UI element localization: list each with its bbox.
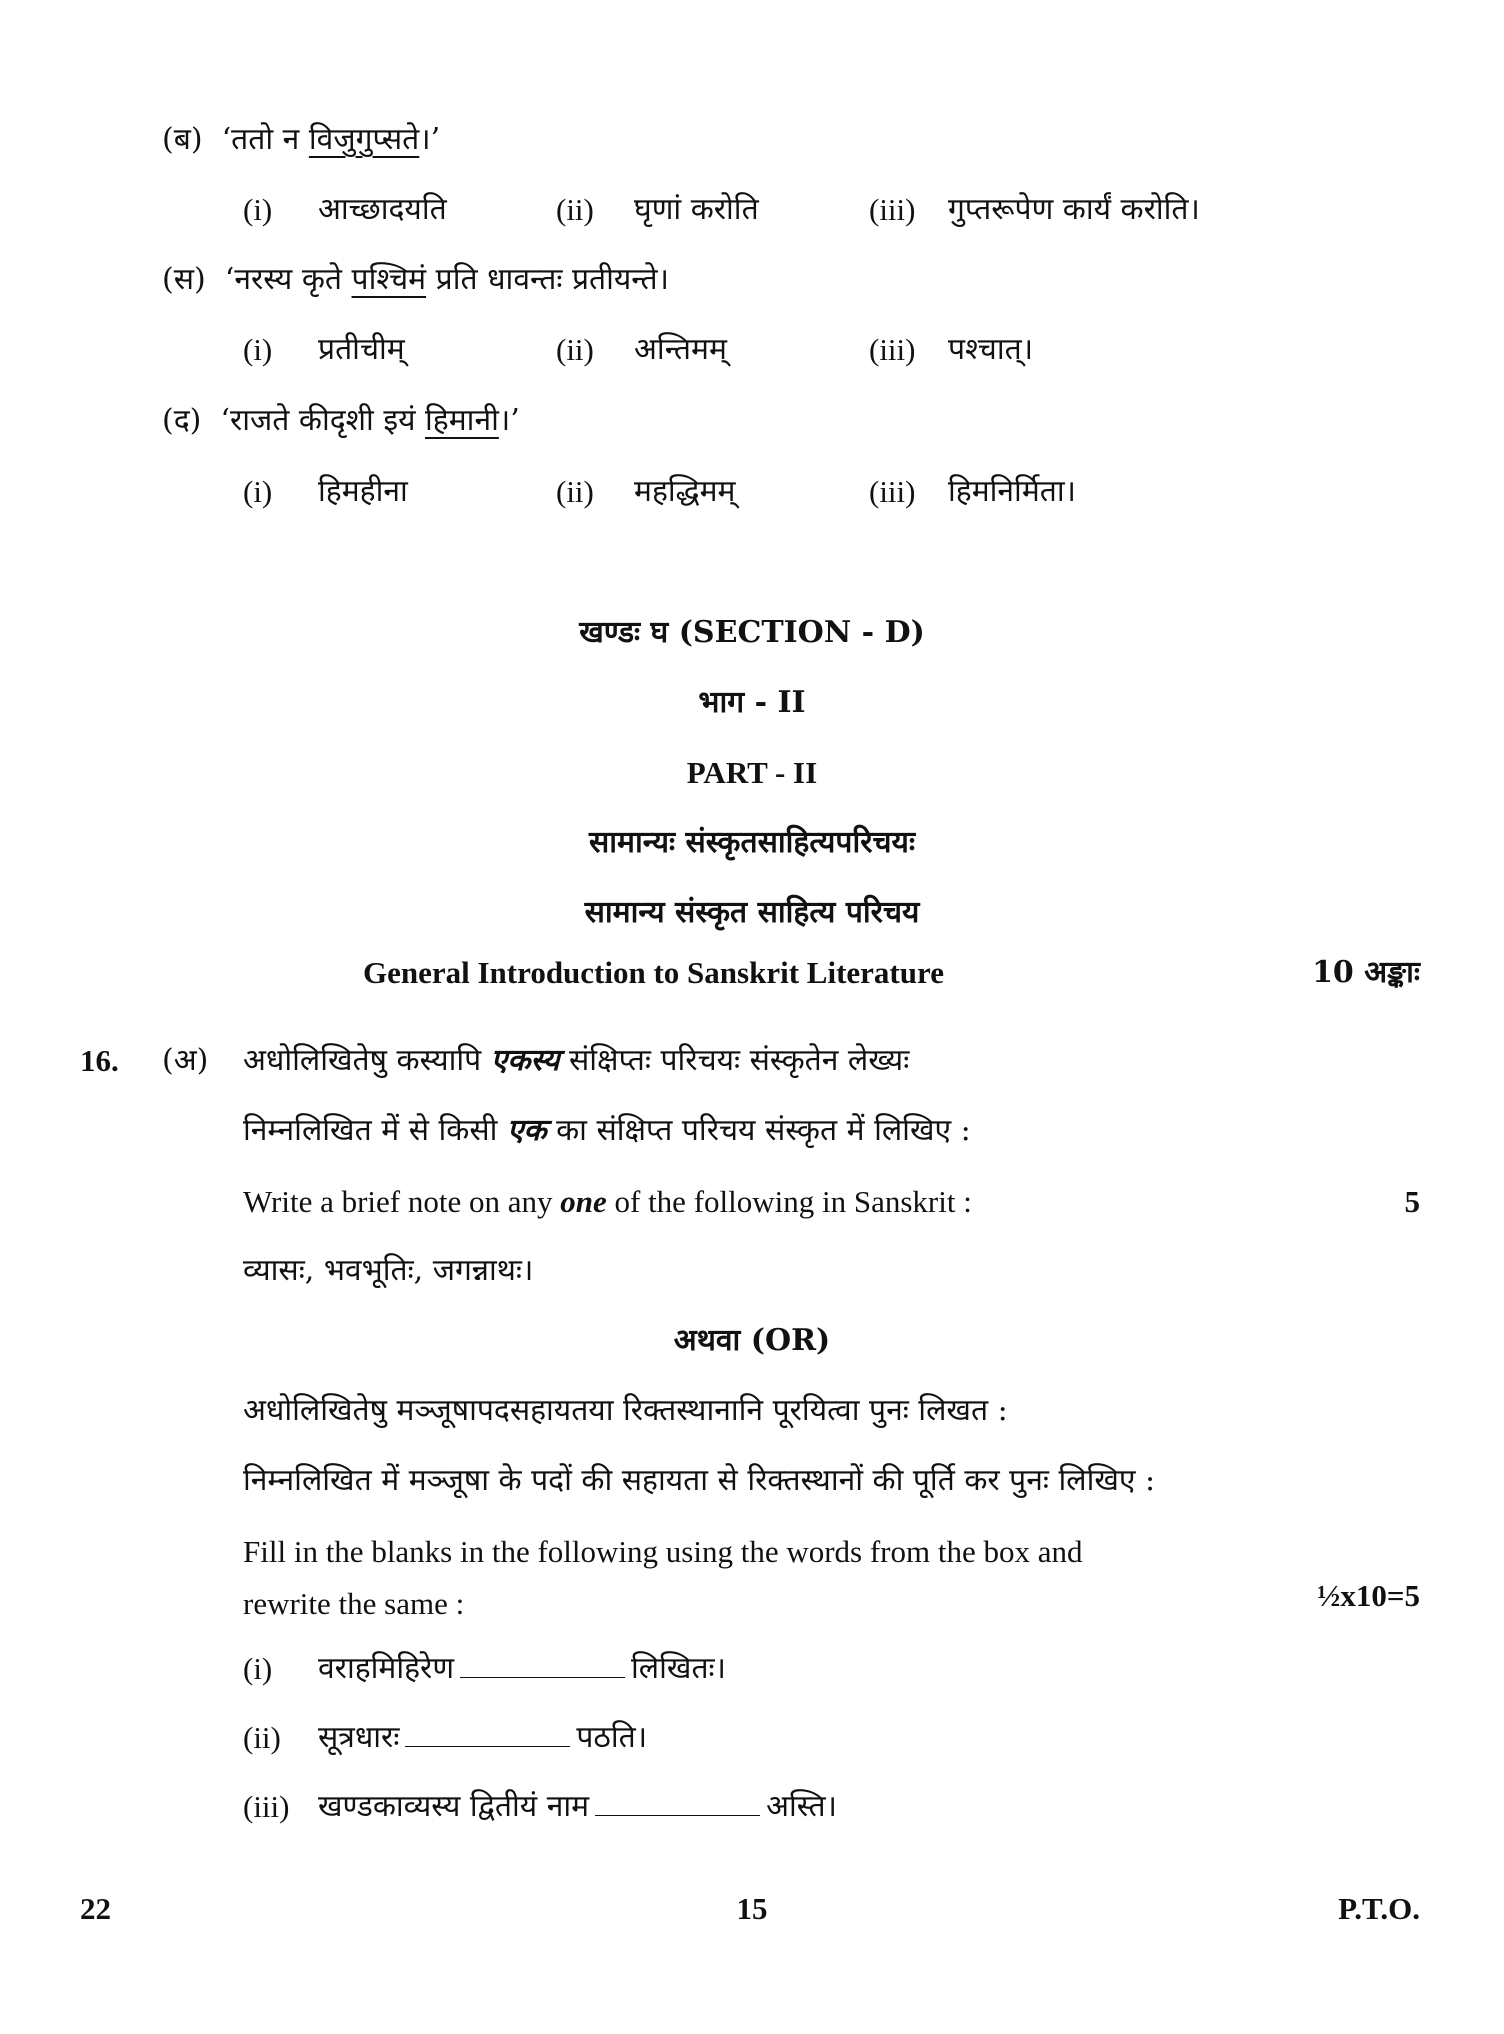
q16b-instruction-sanskrit: अधोलिखितेषु मञ्जूषापदसहायतया रिक्तस्थानानि पूरयित्वा पुनः लिखत :	[243, 1393, 1008, 1428]
instruction-text: अधोलिखितेषु कस्यापि	[243, 1043, 491, 1078]
blank-line[interactable]	[405, 1720, 570, 1747]
q16a-label: (अ)	[162, 1043, 209, 1078]
q16a-instruction-english	[243, 1182, 972, 1222]
option-number: (i)	[243, 474, 273, 509]
stem-text-end: ।’	[419, 122, 441, 157]
q16b-instruction-english-line1: Fill in the blanks in the following using the words from the box and	[243, 1534, 1083, 1569]
sentence-start: वराहमिहिरेण	[318, 1651, 455, 1686]
option-i	[243, 472, 272, 513]
sentence-start: खण्डकाव्यस्य द्वितीयं नाम	[318, 1789, 590, 1824]
instruction-text: of the following in Sanskrit :	[606, 1184, 972, 1219]
question-b-stem	[162, 120, 440, 160]
sentence-start: सूत्रधारः	[318, 1720, 400, 1755]
sentence-end: लिखितः।	[631, 1651, 726, 1686]
stem-text-end: ।’	[498, 403, 520, 438]
option-i-text: आच्छादयति	[318, 192, 447, 227]
option-i-text: प्रतीचीम्	[318, 332, 405, 367]
item-number: (iii)	[243, 1789, 290, 1824]
emphasized-word: एकस्य	[490, 1043, 560, 1078]
stem-text-end: प्रति धावन्तः प्रतीयन्ते।	[426, 262, 669, 297]
item-number: (ii)	[243, 1720, 281, 1755]
q16a-names: व्यासः, भवभूतिः, जगन्नाथः।	[243, 1253, 534, 1288]
q16a-instruction-hindi	[243, 1111, 971, 1151]
page-number: 15	[736, 1891, 768, 1926]
option-ii-text: महद्धिमम्	[634, 474, 736, 509]
instruction-text: निम्नलिखित में से किसी	[243, 1113, 507, 1148]
underlined-word: पश्चिमं	[351, 262, 427, 297]
stem-text: नरस्य कृते	[234, 262, 352, 297]
option-number: (ii)	[556, 474, 594, 509]
option-ii-text: घृणां करोति	[634, 192, 759, 227]
pto-label: P.T.O.	[1338, 1891, 1420, 1926]
option-number: (i)	[243, 192, 273, 227]
option-ii-text: अन्तिमम्	[634, 332, 727, 367]
option-iii	[869, 472, 916, 513]
option-ii	[556, 330, 594, 371]
sentence-end: पठति।	[576, 1720, 648, 1755]
quote-mark: ‘	[221, 122, 232, 157]
section-marks: 10 अङ्काः	[1312, 955, 1420, 990]
stem-text: राजते कीदृशी इयं	[229, 403, 426, 438]
option-ii	[556, 190, 594, 231]
quote-mark: ‘	[220, 403, 230, 438]
sentence-end: अस्ति।	[766, 1789, 837, 1824]
footer-code: 22	[80, 1891, 111, 1926]
option-i	[243, 330, 272, 371]
question-number: 16.	[80, 1043, 119, 1078]
option-iii-text: हिमनिर्मिता।	[948, 474, 1077, 509]
emphasized-word: एक	[506, 1113, 547, 1148]
option-number: (iii)	[869, 474, 916, 509]
stem-text: ततो न	[231, 122, 309, 157]
q16b-instruction-hindi: निम्नलिखित में मञ्जूषा के पदों की सहायता से रिक्तस्थानों की पूर्ति कर पुनः लिखिए :	[243, 1463, 1156, 1498]
part-heading-hindi: भाग - II	[698, 685, 806, 720]
instruction-text: Write a brief note on any	[243, 1184, 561, 1219]
item-sentence	[318, 1787, 837, 1827]
section-heading: खण्डः घ (SECTION - D)	[579, 615, 925, 650]
blank-line[interactable]	[595, 1789, 760, 1816]
question-label: (द)	[162, 403, 202, 438]
option-iii	[869, 330, 916, 371]
underlined-word: विजुगुप्सते	[308, 122, 420, 157]
instruction-text: संक्षिप्तः परिचयः संस्कृतेन लेख्यः	[559, 1043, 910, 1078]
option-number: (i)	[243, 332, 273, 367]
instruction-text: का संक्षिप्त परिचय संस्कृत में लिखिए :	[546, 1113, 971, 1148]
item-sentence	[318, 1718, 647, 1758]
part-heading-english: PART - II	[686, 755, 818, 790]
option-number: (iii)	[869, 192, 916, 227]
item-number: (i)	[243, 1651, 273, 1686]
emphasized-word: one	[560, 1184, 607, 1219]
question-s-stem	[162, 260, 669, 300]
quote-mark: ‘	[224, 262, 235, 297]
q16b-instruction-english-line2: rewrite the same :	[243, 1586, 465, 1621]
option-iii-text: पश्चात्।	[948, 332, 1034, 367]
option-number: (iii)	[869, 332, 916, 367]
option-iii-text: गुप्तरूपेण कार्यं करोति।	[948, 192, 1200, 227]
option-iii	[869, 190, 916, 231]
option-number: (ii)	[556, 332, 594, 367]
title-hindi: सामान्य संस्कृत साहित्य परिचय	[584, 895, 920, 930]
item-sentence	[318, 1649, 726, 1689]
option-number: (ii)	[556, 192, 594, 227]
blank-line[interactable]	[460, 1651, 625, 1678]
q16a-instruction-sanskrit	[243, 1041, 909, 1081]
option-ii	[556, 472, 594, 513]
option-i-text: हिमहीना	[318, 474, 408, 509]
question-label: (ब)	[162, 122, 203, 157]
or-separator: अथवा (OR)	[673, 1323, 831, 1358]
underlined-word: हिमानी	[425, 403, 499, 438]
question-d-stem	[162, 401, 520, 441]
q16a-marks: 5	[1404, 1184, 1420, 1219]
title-english: General Introduction to Sanskrit Literature	[363, 955, 944, 990]
question-label: (स)	[162, 262, 206, 297]
option-i	[243, 190, 272, 231]
q16b-marks: ½x10=5	[1317, 1578, 1420, 1613]
title-sanskrit: सामान्यः संस्कृतसाहित्यपरिचयः	[588, 825, 916, 860]
